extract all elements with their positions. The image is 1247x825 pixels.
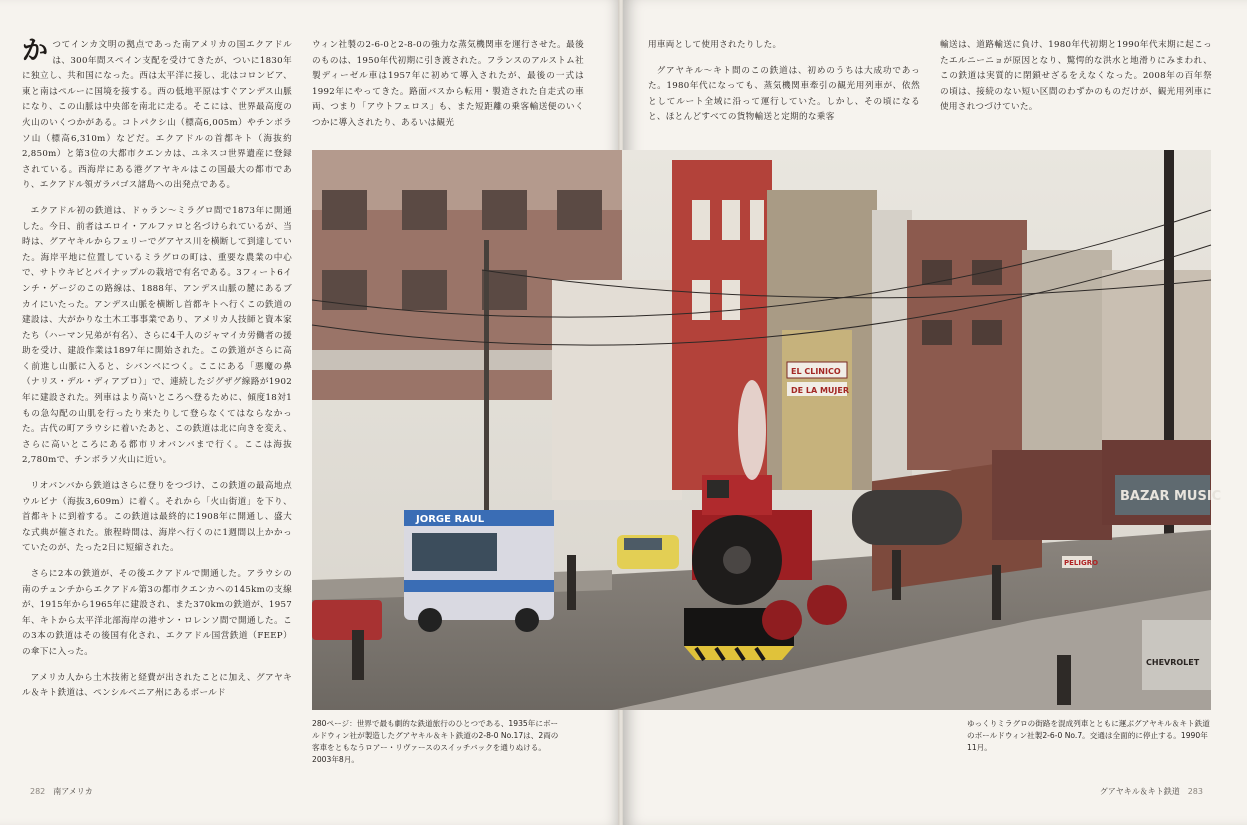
running-footer: 南アメリカ <box>53 787 93 796</box>
paragraph: 輸送は、道路輸送に負け、1980年代初期と1990年代末期に起こったエルニーニョが原因となり、驚愕的な洪水と地滑りにみまわれ、この鉄道は実質的に閉鎖せざるをえなくなった。2008年の百年祭の頃は、接続のない短い区間のわずかのものだけが、観光用列車に使用されつづけていた。 <box>940 40 1212 113</box>
page-footer-right <box>1100 786 1211 797</box>
right-text-column-1 <box>648 38 920 136</box>
paragraph: アメリカ人から土木技術と経費が出されたことに加え、グアヤキル＆キト鉄道は、ペンシルベニア州にあるボールド <box>22 672 292 699</box>
page-number: 282 <box>30 787 46 796</box>
paragraph: かつてインカ文明の拠点であった南アメリカの国エクアドルは、300年間スペイン支配を受けてきたが、ついに1830年に独立し、共和国になった。西は太平洋に接し、北はコロンビア、東と南はペルーに国境を接する。西の低地平原はすぐアンデス山脈になり、この山脈は中央部を南北に走る。そこには、世界最高度の火山のいくつかがある。コトパクシ山（標高6,005m）やチンボラソ山（標高6,310m）などだ。エクアドルの首都キト（海抜約2,850m）と第3位の大都市クエンカは、ユネスコ世界遺産に登録されている。西海岸にある港グアヤキルはこの国最大の都市であり、エクアドル領ガラパゴス諸島への出発点である。 <box>22 36 292 191</box>
left-text-column-1 <box>22 38 292 712</box>
paragraph: ウィン社製の2-6-0と2-8-0の強力な蒸気機関車を運行させた。最後のものは、1950年代初期に引き渡された。フランスのアルストム社製ディーゼル車は1957年に初めて導入されたが、最後の一式は1992年にやってきた。路面バスから転用・製造された自走式の車両、つまり「アウトフェロス」も、また短距離の乗客輸送便のいくつかに導入されたり、あるいは観光 <box>312 40 584 128</box>
music-store-sign: BAZAR MUSIC <box>1120 489 1222 504</box>
left-text-column-2 <box>312 38 584 138</box>
page-number: 283 <box>1187 787 1203 796</box>
paragraph: 用車両として使用されたりした。 <box>648 40 782 50</box>
right-text-column-2 <box>940 38 1212 126</box>
clinic-sign: EL CLINICO <box>791 367 841 376</box>
running-footer: グアヤキル＆キト鉄道 <box>1099 787 1180 796</box>
page-footer-left <box>22 786 93 797</box>
shop-sign: DE LA MUJER <box>791 386 850 395</box>
drop-cap: か <box>22 36 49 66</box>
paragraph: グアヤキル〜キト間のこの鉄道は、初めのうちは大成功であった。1980年代になっても、蒸気機関車牽引の観光用列車が、依然としてルート全域に沿って運行していた。しかし、その頃になると、ほとんどすべての貨物輸送と定期的な乗客 <box>648 65 920 123</box>
paragraph: リオバンバから鉄道はさらに登りをつづけ、この鉄道の最高地点ウルビナ（海抜3,609m）に着く。それから「火山街道」を下り、首都キトに到着する。この鉄道は最終的に1908年に開通し、盛大な式典が催された。旅程時間は、海岸へ行くのに1週間以上かかっていたのが、たった2日に短縮された。 <box>22 481 292 554</box>
paragraph: エクアドル初の鉄道は、ドゥラン〜ミラグロ間で1873年に開通した。今日、前者はエロイ・アルファロと名づけられているが、当時は、グアヤキルからフェリーでグアヤス川を横断して到達していた。海岸平地に位置しているミラグロの町は、重要な農業の中心で、サトウキビとパイナップルの栽培で有名である。3フィート6インチ・ゲージのこの路線は、1888年、アンデス山脈の麓にあるブカイにいたった。アンデス山脈を横断し首都キトへ行くこの鉄道の建設は、大がかりな土木工事事業であり、アメリカ人技師と資本家たち（ハーマン兄弟が有名）、さらに4千人のジャマイカ労働者の援助を受け、建設作業は1897年に開始された。この鉄道がさらに高く前進し山脈に入ると、シバンベにつく。ここにある「悪魔の鼻（ナリス・デル・ディアブロ）」で、連続したジグザグ線路が1902年に建設された。列車はより高いところへ登るために、傾度18対1もの急勾配の山肌を行ったり来たりして登らなくてはならなかった。古代の町アラウシに着いたあと、この鉄道は北に向きを変え、さらに高いところにある都市リオバンバまで行く。ここは海抜2,780mで、チンボラソ火山に近い。 <box>22 205 292 466</box>
photo-caption-left: 280ページ：世界で最も劇的な鉄道旅行のひとつである、1935年にボールドウィン社が製造したグアヤキル＆キト鉄道の2-8-0 No.17は、2両の客車をともなうロアー・リヴァースのスイッチバックを通りぬける。2003年8月。 <box>312 719 559 764</box>
crossing-sign: PELIGRO <box>1064 559 1099 567</box>
truck-grille-label: CHEVROLET <box>1146 658 1200 667</box>
bus-sign: JORGE RAUL <box>416 514 485 525</box>
photo-caption-right: ゆっくりミラグロの街路を混成列車とともに運ぶグアヤキル＆キト鉄道のボールドウィン社製2-6-0 No.7。交通は全面的に停止する。1990年11月。 <box>967 719 1210 752</box>
street-train-photo <box>312 150 1222 710</box>
photo-illustration <box>312 150 1222 710</box>
paragraph: さらに2本の鉄道が、その後エクアドルで開通した。アラウシの南のチュンチからエクアドル第3の都市クエンカへの145kmの支線が、1915年から1965年に建設され、また370kmの鉄道が、1957年、キトから太平洋北部海岸の港サン・ロレンソ間で開通した。この3本の鉄道はその後国有化され、エクアドル国営鉄道（FEEP）の傘下に入った。 <box>22 569 292 657</box>
